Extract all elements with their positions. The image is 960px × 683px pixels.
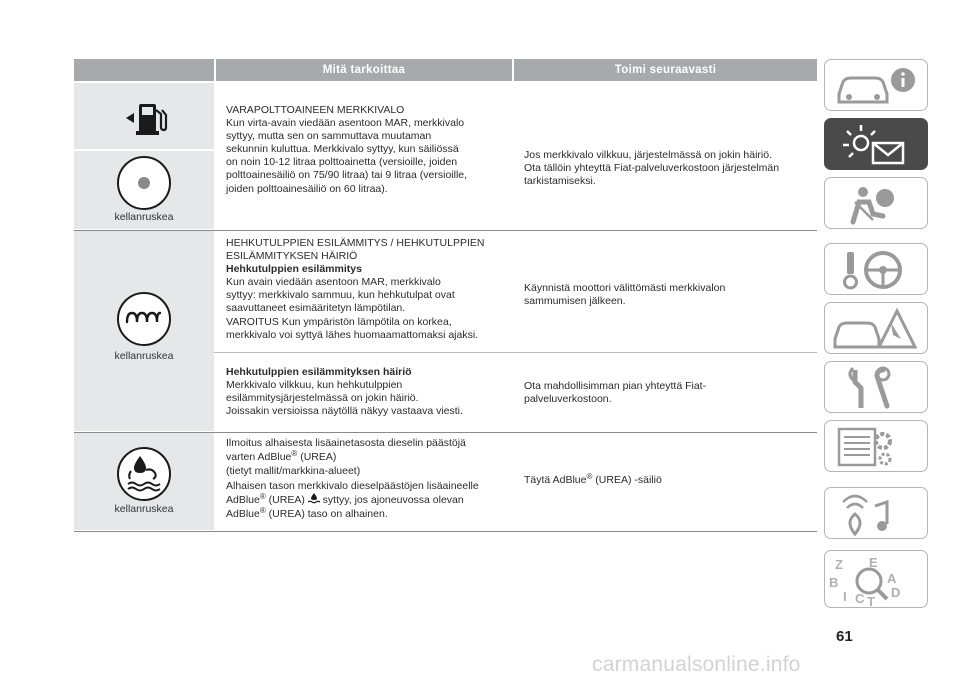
adblue-small-icon xyxy=(308,493,320,504)
row-divider xyxy=(74,230,817,231)
icon-row-divider xyxy=(74,149,214,151)
music-nav-icon xyxy=(825,488,929,540)
breakdown-icon xyxy=(825,303,929,355)
glowplug-fault-text: Hehkutulppien esilämmityksen häiriö Merkkivalo vilkkuu, kun hehkutulppien esilämmitysjärjestelmässä on jokin häiriö. Joissakin versioissa näytöllä näkyy vastaava viesti. xyxy=(226,366,463,418)
svg-text:A: A xyxy=(887,571,897,586)
svg-text:B: B xyxy=(829,575,839,590)
svg-text:T: T xyxy=(867,594,875,609)
adblue-icon xyxy=(116,446,172,502)
svg-text:D: D xyxy=(891,585,901,600)
tab-starting-driving[interactable] xyxy=(824,243,928,295)
icon-cell-row3 xyxy=(74,433,214,530)
icon-caption: kellanruskea xyxy=(114,211,174,223)
airbag-seatbelt-icon xyxy=(825,178,929,230)
tab-maintenance[interactable] xyxy=(824,361,928,413)
glow-plug-icon xyxy=(116,291,172,347)
fuel-meaning-text: VARAPOLTTOAINEEN MERKKIVALO Kun virta-avain viedään asentoon MAR, merkkivalo syttyy, mutta sen on sammuttava muutaman sekunnin kuluttua. Merkkivalo syttyy, kun säiliössä on noin 10-12 litraa polttoainetta (versioille, joiden polttoainesäiliö on 75/90 litraa) tai 9 litraa (versioille, joiden polttoainesäiliö on 60 litraa). xyxy=(226,104,468,195)
glowplug-meaning-text: HEHKUTULPPIEN ESILÄMMITYS / HEHKUTULPPIEN ESILÄMMITYKSEN HÄIRIÖ Hehkutulppien esilämmitys Kun avain viedään asentoon MAR, merkkivalo syttyy: merkkivalo sammuu, kun hehkutulpat ovat saavuttaneet esimääritetyn lämpötilan. VAROITUS Kun ympäristön lämpötila on korkea, merkkivalo voi syttyä lähes huomaamattomaksi ajaksi. xyxy=(226,237,485,341)
svg-text:Z: Z xyxy=(835,557,843,572)
svg-text:I: I xyxy=(843,589,847,604)
icon-cell-row2 xyxy=(74,231,214,431)
icon-caption: kellanruskea xyxy=(114,503,174,515)
table-bottom-rule xyxy=(74,531,817,532)
header-meaning: Mitä tarkoittaa xyxy=(216,59,512,81)
page-number: 61 xyxy=(836,628,853,645)
fuel-action-text: Jos merkkivalo vilkkuu, järjestelmässä on jokin häiriö. Ota tällöin yhteyttä Fiat-palveluverkostoon järjestelmän tarkistamiseksi. xyxy=(524,149,780,188)
glowplug-fault-action: Ota mahdollisimman pian yhteyttä Fiat- palveluverkostoon. xyxy=(524,380,707,406)
glowplug-action-text: Käynnistä moottori välittömästi merkkivalon sammumisen jälkeen. xyxy=(524,282,726,308)
tab-technical-data[interactable] xyxy=(824,420,928,472)
wrench-icon xyxy=(825,362,929,414)
car-info-icon xyxy=(825,60,929,112)
tab-multimedia[interactable] xyxy=(824,487,928,539)
steering-key-icon xyxy=(825,244,929,296)
icon-cell-row1 xyxy=(74,83,214,229)
tab-car-info[interactable] xyxy=(824,59,928,111)
svg-text:E: E xyxy=(869,555,878,570)
header-icon-column xyxy=(74,59,214,81)
tab-index[interactable] xyxy=(824,550,928,608)
watermark: carmanualsonline.info xyxy=(592,653,801,676)
svg-text:C: C xyxy=(855,591,865,606)
icon-caption: kellanruskea xyxy=(114,350,174,362)
index-letters-icon xyxy=(825,551,929,609)
specs-gear-icon xyxy=(825,421,929,473)
subrow-divider xyxy=(214,352,817,353)
row-divider xyxy=(74,432,817,433)
amber-dot-icon xyxy=(116,155,172,211)
adblue-action-text: Täytä AdBlue® (UREA) -säiliö xyxy=(524,472,662,486)
tab-safety[interactable] xyxy=(824,177,928,229)
table-header xyxy=(74,59,817,81)
warning-lights-icon xyxy=(825,119,929,171)
tab-emergency[interactable] xyxy=(824,302,928,354)
header-action: Toimi seuraavasti xyxy=(514,59,817,81)
tab-warning-lights[interactable] xyxy=(824,118,928,170)
fuel-pump-icon xyxy=(122,97,182,139)
adblue-meaning-text: Ilmoitus alhaisesta lisäainetasosta dieselin päästöjä varten AdBlue® (UREA) (tietyt mallit/markkina-alueet) Alhaisen tason merkkivalo dieselpäästöjen lisäaineelle AdBlue® (UREA) syttyy, jos ajoneuvossa olevan AdBlue® (UREA) taso on alhainen. xyxy=(226,437,479,521)
